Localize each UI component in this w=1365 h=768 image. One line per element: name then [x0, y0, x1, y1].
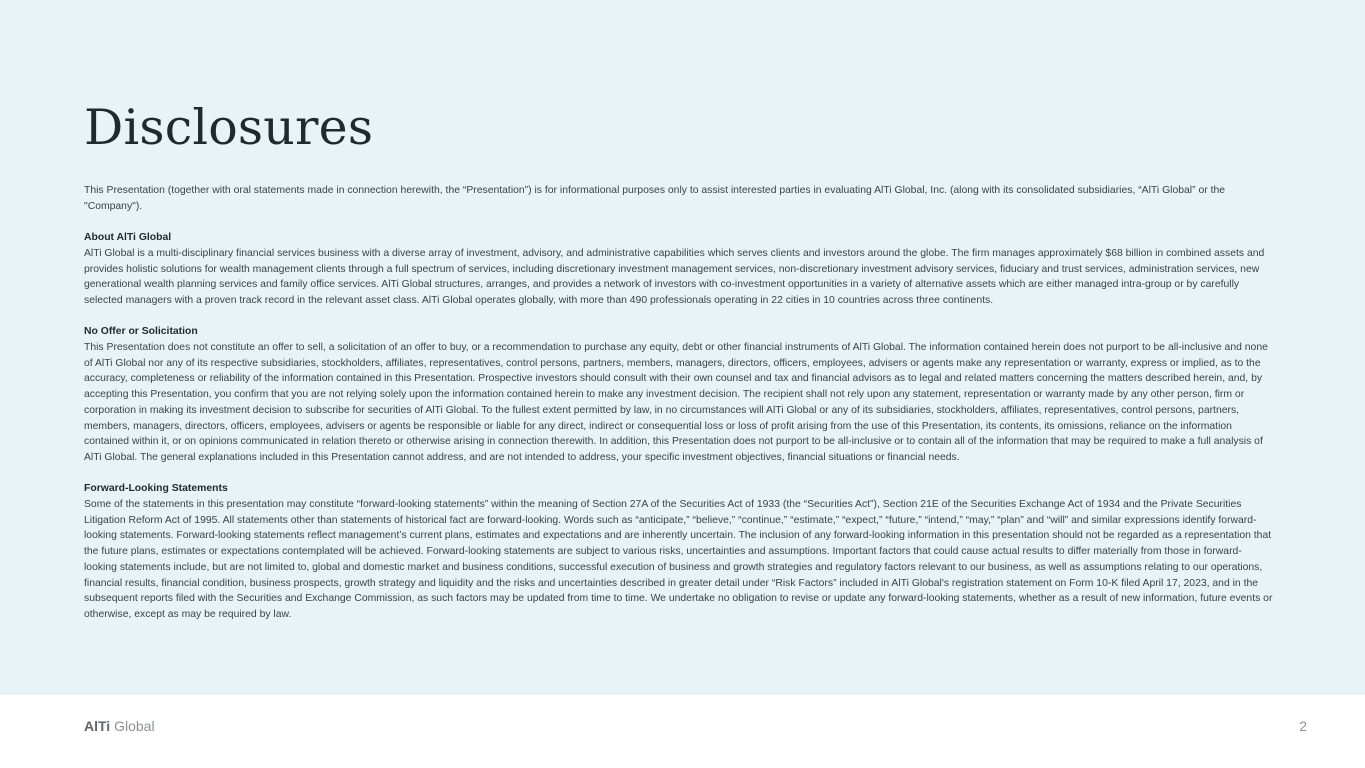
section-about	[84, 230, 1274, 309]
intro-paragraph: This Presentation (together with oral statements made in connection herewith, the “Presentation”) is for informational purposes only to assist interested parties in evaluating AlTi Global, Inc. (along with its consolidated subsidiaries, “AlTi Global” or the "Company").	[84, 185, 1226, 212]
section-heading: Forward-Looking Statements	[84, 483, 228, 495]
section-forward-looking	[84, 481, 1274, 622]
brand-name-rest: Global	[110, 718, 155, 734]
page-title: Disclosures	[84, 99, 374, 156]
disclosure-content	[84, 183, 1274, 623]
footer	[0, 695, 1365, 768]
section-heading: About AlTi Global	[84, 232, 172, 244]
brand-logo	[84, 719, 155, 733]
page-number: 2	[1299, 718, 1307, 734]
section-heading: No Offer or Solicitation	[84, 326, 198, 338]
brand-name-strong: AlTi	[84, 718, 111, 734]
section-body: This Presentation does not constitute an offer to sell, a solicitation of an offer to buy, or a recommendation to purchase any equity, debt or other financial instruments of AlTi Global. The information contained herein does not purport to be all-inclusive and none of AlTi Global nor any of its respective subsidiaries, stockholders, affiliates, representatives, control persons, partners, members, managers, directors, officers, employees, advisers or agents make any representation or warranty, express or implied, as to the accuracy, completeness or reliability of the information contained in this Presentation. Prospective investors should consult with their own counsel and tax and financial advisors as to legal and related matters concerning the matters described herein, and, by accepting this Presentation, you confirm that you are not relying solely upon the information contained herein to make any investment decision. The recipient shall not rely upon any statement, representation or warranty made by any other person, firm or corporation in making its investment decision to subscribe for securities of AlTi Global. To the fullest extent permitted by law, in no circumstances will AlTi Global or any of its subsidiaries, stockholders, affiliates, representatives, control persons, partners, members, managers, directors, officers, employees, advisers or agents be responsible or liable for any direct, indirect or consequential loss or loss of profit arising from the use of this Presentation, its contents, its omissions, reliance on the information contained within it, or on opinions communicated in relation thereto or otherwise arising in connection therewith. In addition, this Presentation does not purport to be all-inclusive or to contain all of the information that may be required to make a full analysis of AlTi Global. The general explanations included in this Presentation cannot address, and are not intended to address, your specific investment objectives, financial situations or financial needs.	[84, 342, 1268, 463]
section-no-offer	[84, 324, 1274, 465]
section-body: Some of the statements in this presentation may constitute “forward-looking statements” within the meaning of Section 27A of the Securities Act of 1933 (the “Securities Act”), Section 21E of the Securities Exchange Act of 1934 and the Private Securities Litigation Reform Act of 1995. All statements other than statements of historical fact are forward-looking. Words such as “anticipate,” “believe,” “continue,” “estimate,” “expect,” “future,” “intend,” “may,” “plan” and “will” and similar expressions identify forward-looking statements. Forward-looking statements reflect management’s current plans, estimates and expectations and are inherently uncertain. The inclusion of any forward-looking information in this presentation should not be regarded as a representation that the future plans, estimates or expectations contemplated will be achieved. Forward-looking statements are subject to various risks, uncertainties and assumptions. Important factors that could cause actual results to differ materially from those in forward-looking statements include, but are not limited to, global and domestic market and business conditions, successful execution of business and growth strategies and regulatory factors relevant to our business, as well as assumptions relating to our operations, financial results, financial condition, business prospects, growth strategy and liquidity and the risks and uncertainties described in greater detail under “Risk Factors” included in AlTi Global's registration statement on Form 10-K filed April 17, 2023, and in the subsequent reports filed with the Securities and Exchange Commission, as such factors may be updated from time to time. We undertake no obligation to revise or update any forward-looking statements, whether as a result of new information, future events or otherwise, except as may be required by law.	[84, 499, 1273, 620]
section-body: AlTi Global is a multi-disciplinary financial services business with a diverse array of investment, advisory, and administrative capabilities which serves clients and investors around the globe. The firm manages approximately $68 billion in combined assets and provides holistic solutions for wealth management clients through a full spectrum of services, including discretionary investment management services, non-discretionary investment advisory services, fiduciary and trust services, administration services, new generational wealth planning services and family office services. AlTi Global structures, arranges, and provides a network of investors with co-investment opportunities in a variety of alternative assets which are either managed intra-group or by carefully selected managers with a proven track record in the relevant asset class. AlTi Global operates globally, with more than 490 professionals operating in 22 cities in 10 countries across three continents.	[84, 247, 1265, 306]
